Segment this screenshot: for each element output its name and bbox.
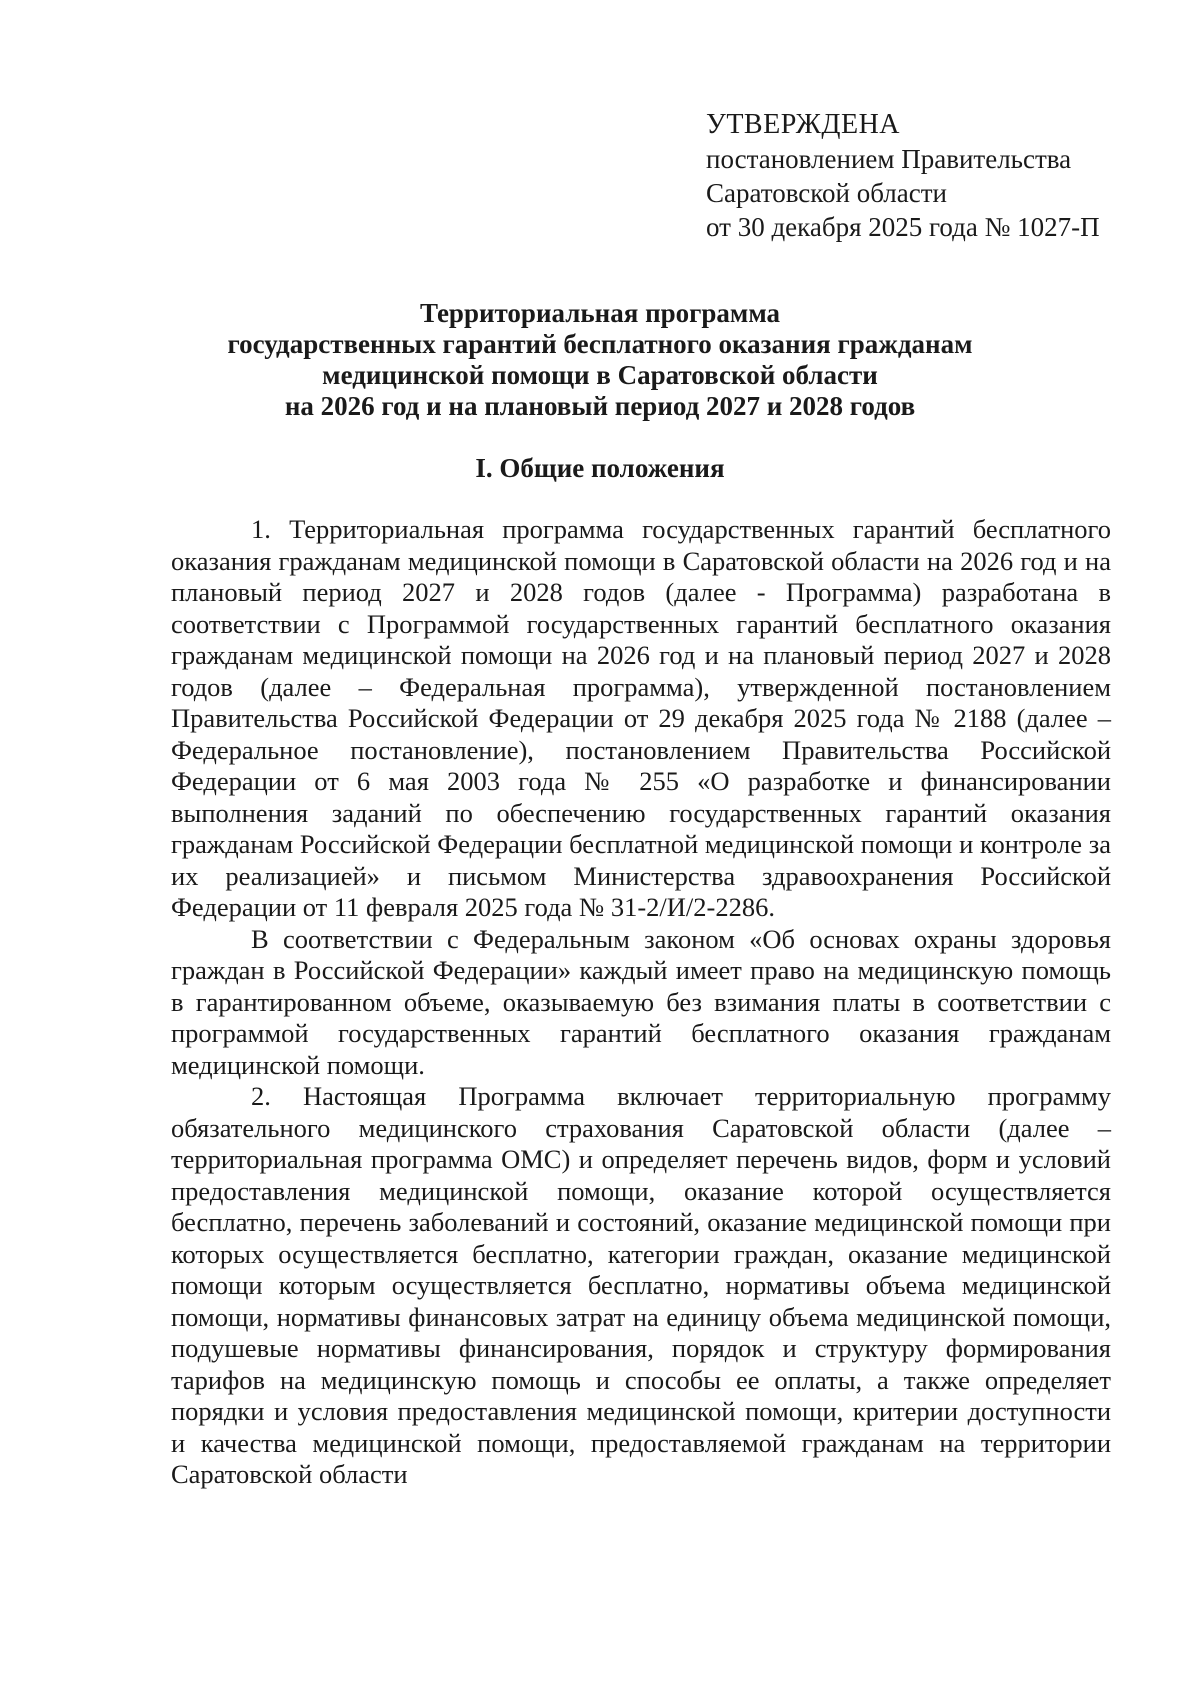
- document-title-line: на 2026 год и на плановый период 2027 и 2028 годов: [284, 391, 916, 421]
- document-title-line: медицинской помощи в Саратовской области: [322, 360, 878, 390]
- document-title: [150, 298, 1050, 422]
- approval-title: УТВЕРЖДЕНА: [706, 109, 901, 140]
- document-title-line: Территориальная программа: [419, 298, 781, 328]
- paragraph: В соответствии с Федеральным законом «Об основах охраны здоровья граждан в Российской Федерации» каждый имеет право на медицинскую помощь в гарантированном объеме, оказываемую без взимания платы в соответствии с программой государственных гарантий бесплатного оказания гражданам медицинской помощи.: [171, 923, 1111, 1080]
- approval-line: постановлением Правительства: [706, 144, 1072, 174]
- document-title-line: государственных гарантий бесплатного оказания гражданам: [227, 329, 973, 359]
- approval-date-number: от 30 декабря 2025 года № 1027-П: [706, 212, 1100, 242]
- approval-line: Саратовской области: [706, 178, 947, 208]
- paragraph: 2. Настоящая Программа включает территориальную программу обязательного медицинского страхования Саратовской области (далее – территориальная программа ОМС) и определяет перечень видов, форм и условий предоставления медицинской помощи, оказание которой осуществляется бесплатно, перечень заболеваний и состояний, оказание медицинской помощи при которых осуществляется бесплатно, категории граждан, оказание медицинской помощи которым осуществляется бесплатно, нормативы объема медицинской помощи, нормативы финансовых затрат на единицу объема медицинской помощи, подушевые нормативы финансирования, порядок и структуру формирования тарифов на медицинскую помощь и способы ее оплаты, а также определяет порядки и условия предоставления медицинской помощи, критерии доступности и качества медицинской помощи, предоставляемой гражданам на территории Саратовской области: [171, 1081, 1111, 1489]
- paragraph: 1. Территориальная программа государственных гарантий бесплатного оказания гражданам медицинской помощи в Саратовской области на 2026 год и на плановый период 2027 и 2028 годов (далее - Программа) разработана в соответствии с Программой государственных гарантий бесплатного оказания гражданам медицинской помощи на 2026 год и на плановый период 2027 и 2028 годов (далее – Федеральная программа), утвержденной постановлением Правительства Российской Федерации от 29 декабря 2025 года № 2188 (далее – Федеральное постановление), постановлением Правительства Российской Федерации от 6 мая 2003 года № 255 «О разработке и финансировании выполнения заданий по обеспечению государственных гарантий оказания гражданам Российской Федерации бесплатной медицинской помощи и контроле за их реализацией» и письмом Министерства здравоохранения Российской Федерации от 11 февраля 2025 года № 31-2/И/2-2286.: [171, 514, 1111, 922]
- approval-stamp-block: [706, 108, 1166, 244]
- section-heading: I. Общие положения: [475, 453, 725, 483]
- document-body: [171, 514, 1111, 1491]
